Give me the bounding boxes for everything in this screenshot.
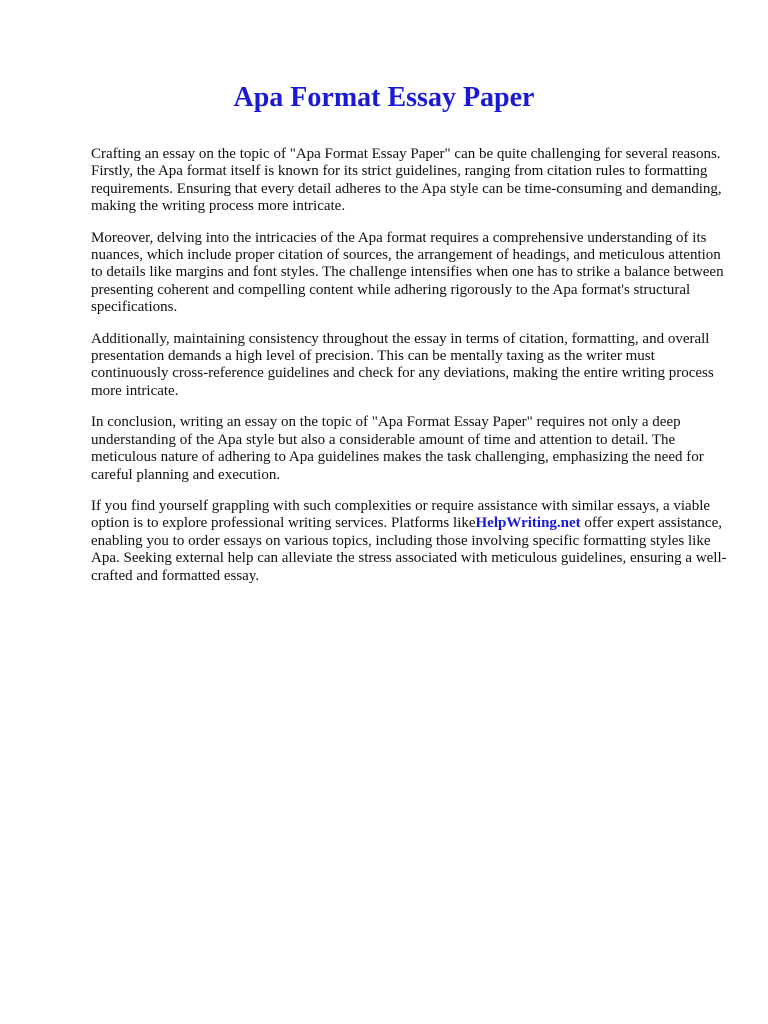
paragraph-5-text-before-link: If you find yourself grappling with such complexities or require assistance with similar essays, a viable option is to explore professional writing services. Platforms like [91,497,711,532]
paragraph-3: Additionally, maintaining consistency throughout the essay in terms of citation, formatting, and overall presentation demands a high level of precision. This can be mentally taxing as the writer must continuously cross-reference guidelines and check for any deviations, making the entire writing process more intricate. [91,330,714,399]
page-title: Apa Format Essay Paper [233,82,535,113]
helpwriting-link[interactable]: HelpWriting.net [475,515,581,532]
paragraph-2: Moreover, delving into the intricacies of the Apa format requires a comprehensive understanding of its nuances, which include proper citation of sources, the arrangement of headings, and meticulous attention to details like margins and font styles. The challenge intensifies when one has to strike a balance between presenting coherent and compelling content while adhering rigorously to the Apa format's structural specifications. [91,229,724,316]
paragraph-1: Crafting an essay on the topic of "Apa Format Essay Paper" can be quite challenging for several reasons. Firstly, the Apa format itself is known for its strict guidelines, ranging from citation rules to formatting requirements. Ensuring that every detail adheres to the Apa style can be time-consuming and demanding, making the writing process more intricate. [91,146,722,215]
paragraph-4: In conclusion, writing an essay on the topic of "Apa Format Essay Paper" requires not only a deep understanding of the Apa style but also a considerable amount of time and attention to detail. The meticulous nature of adhering to Apa guidelines makes the task challenging, emphasizing the need for careful planning and execution. [91,414,704,483]
paragraph-5 [91,498,731,585]
document-body [91,146,731,599]
paragraph-5-text-after-link: offer expert assistance, enabling you to order essays on various topics, including those involving specific formatting styles like Apa. Seeking external help can alleviate the stress associated with meticulous guidelines, ensuring a well-crafted and formatted essay. [91,515,727,584]
